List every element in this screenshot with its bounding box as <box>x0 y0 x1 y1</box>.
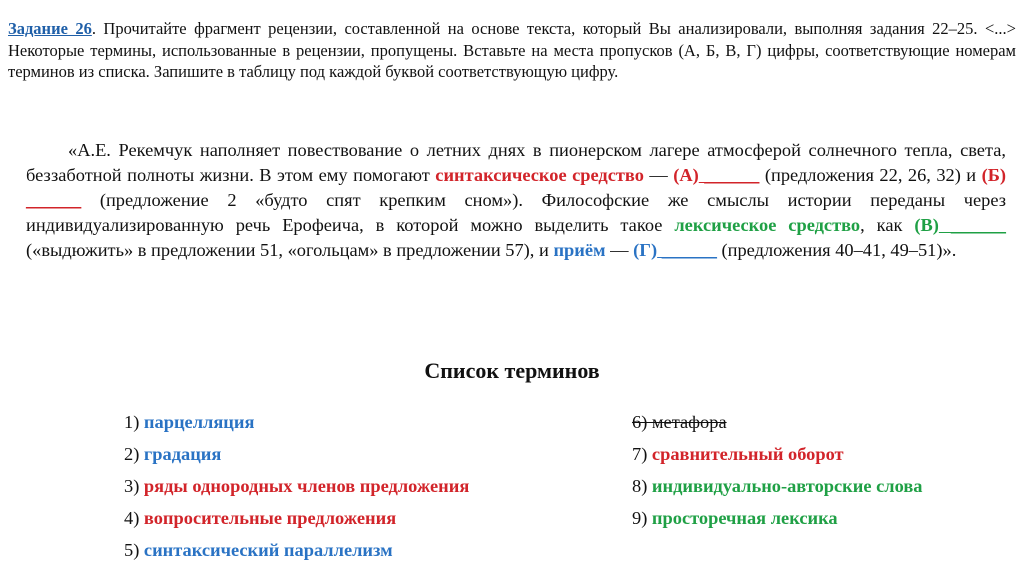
term-text: ряды однородных членов предложения <box>143 476 470 496</box>
term-item-4: 4) вопросительные предложения <box>124 508 397 528</box>
review-text: (предложения 22, 26, 32) и <box>759 165 982 185</box>
term-item-3: 3) ряды однородных членов предложения <box>124 476 470 496</box>
review-text: «А.Е. Рекемчук наполняет повествование о летних днях в пионерском лагере атмосферой солнечного тепла, света, беззаботной полноты жизни. В этом ему помогают <box>26 140 1006 185</box>
term-text: вопросительные предложения <box>143 508 397 528</box>
review-text: (предложения 40–41, 49–51)». <box>716 240 957 260</box>
term-text: синтаксический параллелизм <box>143 540 393 560</box>
gap-blank-g: ______ <box>657 240 717 260</box>
gap-letter-b: (Б) <box>981 165 1007 185</box>
gap-blank-a: ______ <box>698 165 760 185</box>
task-text: . Прочитайте фрагмент рецензии, составленной на основе текста, который Вы анализировали, выполняя задания 22–25. <...> Некоторые термины, использованные в рецензии, пропущены. Вставьте на места пропусков (А, Б, В, Г) цифры, соответствующие номерам терминов из списка. Запишите в таблицу под каждой буквой соответствующую цифру. <box>8 19 1016 81</box>
review-dash: — <box>605 240 634 260</box>
term-syntactic-device: синтаксическое средство <box>435 165 644 185</box>
term-item-8: 8) индивидуально-авторские слова <box>632 476 923 496</box>
terms-column-left <box>124 408 469 568</box>
gap-letter-a: (А) <box>673 165 699 185</box>
term-text: парцелляция <box>143 412 255 432</box>
term-text: градация <box>143 444 222 464</box>
gap-blank-b: ______ <box>26 190 82 210</box>
review-text: , как <box>860 215 915 235</box>
term-item-2: 2) градация <box>124 444 222 464</box>
term-text: просторечная лексика <box>651 508 838 528</box>
term-item-7: 7) сравнительный оборот <box>632 444 844 464</box>
gap-letter-g: (Г) <box>633 240 658 260</box>
terms-list-title: Список терминов <box>424 358 600 383</box>
term-lexical-device: лексическое средство <box>674 215 861 235</box>
term-item-5: 5) синтаксический параллелизм <box>124 540 393 560</box>
gap-letter-v: (В) <box>914 215 939 235</box>
term-text: индивидуально-авторские слова <box>651 476 923 496</box>
review-fragment <box>26 138 1006 263</box>
task-label: Задание 26 <box>8 19 92 38</box>
gap-blank-v: ______ <box>938 215 1006 235</box>
terms-column-right <box>632 408 922 536</box>
review-text: (предложение 2 «будто спят крепким сном»). Философские же смыслы истории переданы через индивидуализированную речь Ерофеича, в которой можно выделить такое <box>26 190 1006 235</box>
term-text-struck: 6) метафора <box>632 412 727 432</box>
term-item-6 <box>632 408 922 440</box>
review-dash: — <box>643 165 674 185</box>
term-item-9: 9) просторечная лексика <box>632 508 838 528</box>
task-instructions <box>8 18 1016 83</box>
term-technique: приём <box>553 240 606 260</box>
term-item-1: 1) парцелляция <box>124 412 255 432</box>
term-text: сравнительный оборот <box>651 444 844 464</box>
review-text: («выдюжить» в предложении 51, «огольцам» в предложении 57), и <box>26 240 554 260</box>
